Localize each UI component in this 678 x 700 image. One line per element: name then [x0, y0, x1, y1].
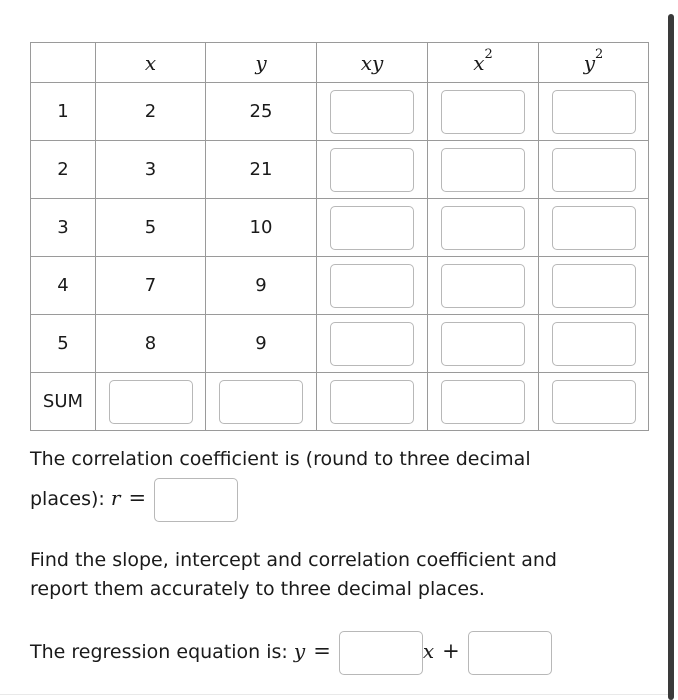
header-row	[31, 43, 649, 83]
sum-y-input[interactable]	[219, 380, 303, 424]
table-row	[31, 141, 649, 199]
header-xy: xy	[317, 43, 428, 83]
correlation-input[interactable]	[154, 478, 238, 522]
x-value: 2	[96, 83, 206, 141]
x-squared-input[interactable]	[441, 90, 525, 134]
r-variable: r	[110, 486, 121, 510]
xy-input[interactable]	[330, 264, 414, 308]
row-label: 5	[31, 315, 96, 373]
sum-x-input[interactable]	[109, 380, 193, 424]
y-squared-input[interactable]	[552, 264, 636, 308]
y-value: 9	[206, 315, 317, 373]
row-label: 4	[31, 257, 96, 315]
xy-input[interactable]	[330, 206, 414, 250]
y-squared-input[interactable]	[552, 322, 636, 366]
x-squared-input[interactable]	[441, 322, 525, 366]
y-squared-input[interactable]	[552, 206, 636, 250]
xy-input[interactable]	[330, 148, 414, 192]
x-value: 5	[96, 199, 206, 257]
y-squared-input[interactable]	[552, 148, 636, 192]
header-x: x	[96, 43, 206, 83]
sum-x-squared-input[interactable]	[441, 380, 525, 424]
y-value: 21	[206, 141, 317, 199]
table-row	[31, 257, 649, 315]
y-squared-input[interactable]	[552, 90, 636, 134]
x-squared-input[interactable]	[441, 148, 525, 192]
x-squared-input[interactable]	[441, 264, 525, 308]
x-value: 3	[96, 141, 206, 199]
y-value: 25	[206, 83, 317, 141]
correlation-prompt-line1: The correlation coefficient is (round to three decimal	[30, 448, 531, 470]
header-x-squared: $x^2$	[428, 43, 539, 83]
correlation-prefix: places):	[30, 488, 105, 510]
plus-sign: +	[442, 639, 460, 663]
table-row	[31, 315, 649, 373]
regression-prefix: The regression equation is:	[30, 641, 288, 663]
sum-row	[31, 373, 649, 431]
xy-input[interactable]	[330, 90, 414, 134]
table-row	[31, 199, 649, 257]
regression-table	[30, 42, 649, 431]
sum-y-squared-input[interactable]	[552, 380, 636, 424]
intercept-input[interactable]	[468, 631, 552, 675]
x-value: 8	[96, 315, 206, 373]
slope-input[interactable]	[339, 631, 423, 675]
regression-equation	[30, 628, 552, 674]
divider	[0, 694, 668, 695]
correlation-prompt-line2	[30, 475, 238, 521]
instructions-line1: Find the slope, intercept and correlation coefficient and	[30, 549, 557, 571]
x-variable: x	[422, 639, 435, 663]
y-value: 9	[206, 257, 317, 315]
sum-label: SUM	[31, 373, 96, 431]
y-variable: y	[293, 639, 306, 663]
equals-sign: =	[313, 639, 331, 663]
y-value: 10	[206, 199, 317, 257]
xy-input[interactable]	[330, 322, 414, 366]
row-label: 1	[31, 83, 96, 141]
header-y-squared: $y^2$	[539, 43, 649, 83]
equals-sign: =	[128, 486, 147, 510]
corner-cell	[31, 43, 96, 83]
row-label: 2	[31, 141, 96, 199]
header-y: y	[206, 43, 317, 83]
row-label: 3	[31, 199, 96, 257]
table-row	[31, 83, 649, 141]
sum-xy-input[interactable]	[330, 380, 414, 424]
x-value: 7	[96, 257, 206, 315]
scrollbar[interactable]	[668, 14, 674, 700]
x-squared-input[interactable]	[441, 206, 525, 250]
instructions-line2: report them accurately to three decimal places.	[30, 578, 485, 600]
